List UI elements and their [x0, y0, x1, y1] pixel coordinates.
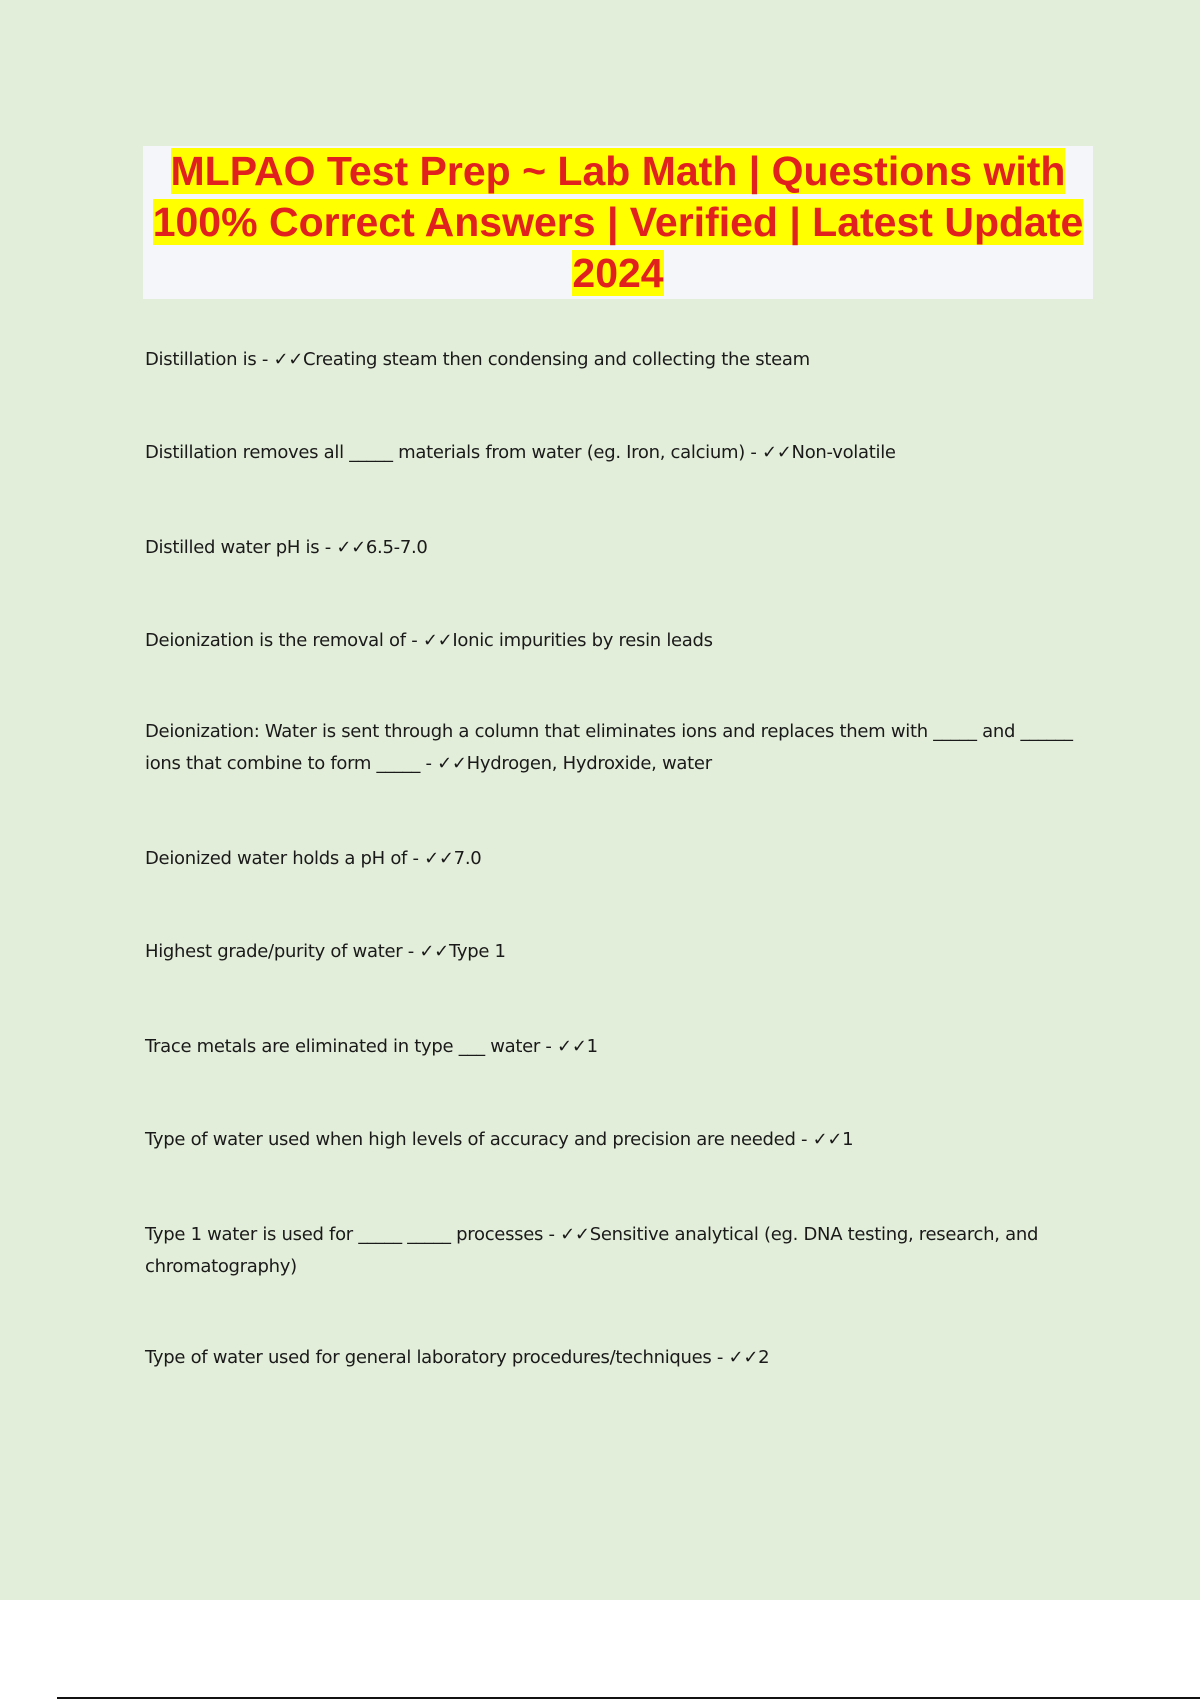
title-banner — [143, 146, 1093, 299]
qa-item: Trace metals are eliminated in type ___ water - ✓✓1 — [145, 1036, 598, 1057]
qa-item: Distilled water pH is - ✓✓6.5-7.0 — [145, 537, 428, 558]
qa-item: Type 1 water is used for _____ _____ processes - ✓✓Sensitive analytical (eg. DNA testing, research, and chromatography) — [145, 1224, 1039, 1277]
qa-item: Highest grade/purity of water - ✓✓Type 1 — [145, 941, 506, 962]
qa-item: Type of water used when high levels of accuracy and precision are needed - ✓✓1 — [145, 1129, 854, 1150]
qa-item: Deionization is the removal of - ✓✓Ionic impurities by resin leads — [145, 630, 713, 651]
document-title: MLPAO Test Prep ~ Lab Math | Questions with 100% Correct Answers | Verified | Latest Update 2024 — [152, 148, 1084, 296]
footer-rule — [57, 1697, 1200, 1699]
qa-item: Distillation is - ✓✓Creating steam then condensing and collecting the steam — [145, 349, 810, 370]
qa-item: Type of water used for general laboratory procedures/techniques - ✓✓2 — [145, 1347, 770, 1368]
qa-item: Distillation removes all _____ materials from water (eg. Iron, calcium) - ✓✓Non-volatile — [145, 442, 896, 463]
qa-item: Deionized water holds a pH of - ✓✓7.0 — [145, 848, 482, 869]
qa-item: Deionization: Water is sent through a column that eliminates ions and replaces them with _____ and ______ ions that combine to form _____ - ✓✓Hydrogen, Hydroxide, water — [145, 721, 1073, 774]
